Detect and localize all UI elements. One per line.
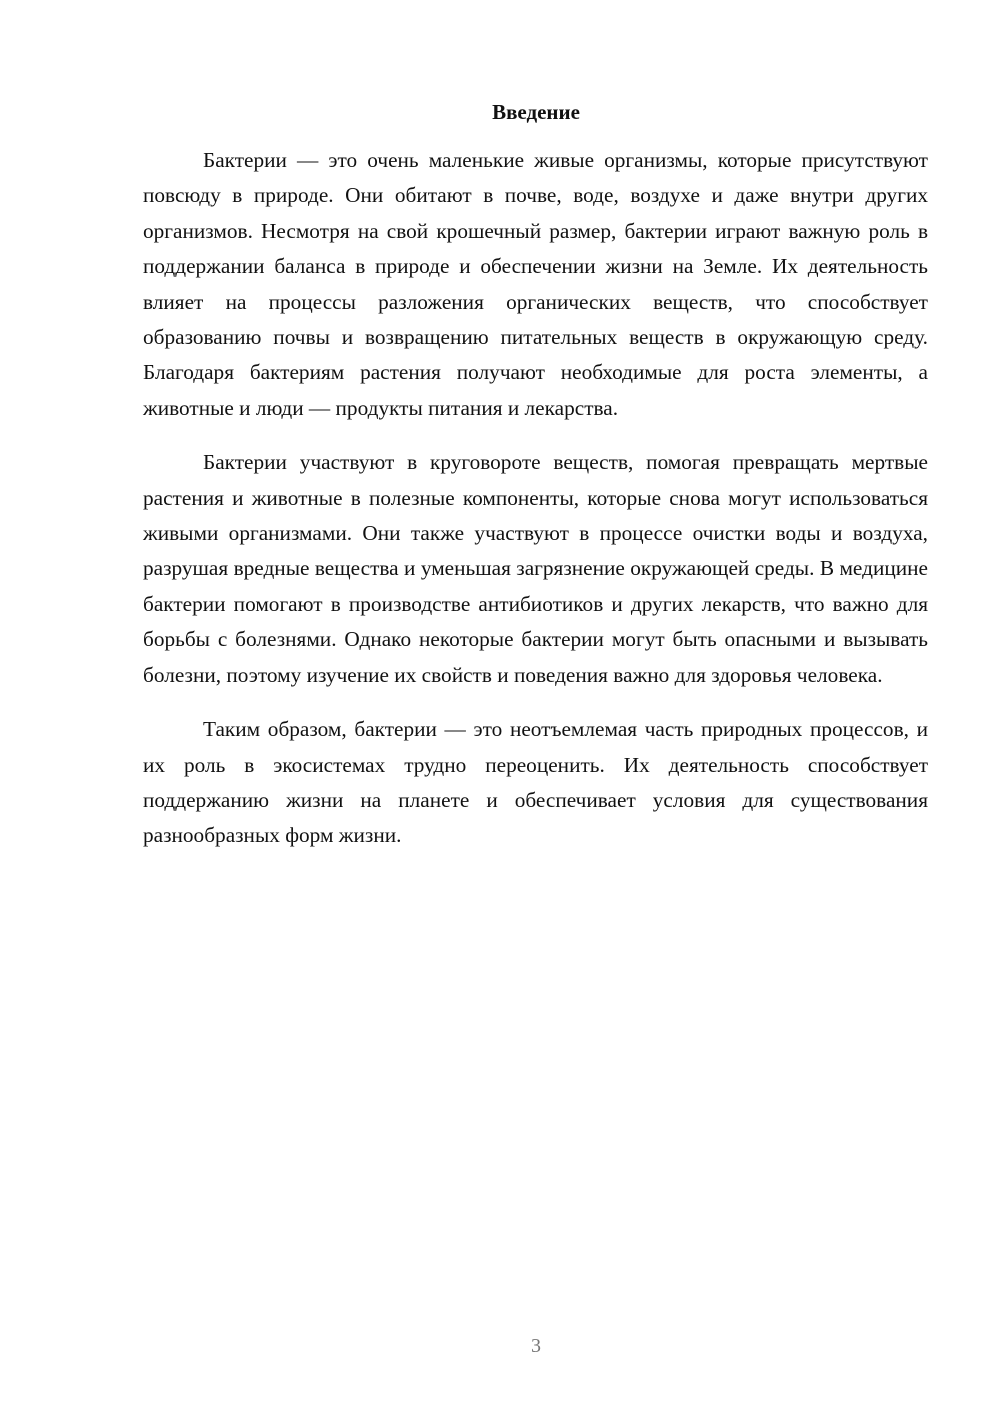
paragraph-1: Бактерии — это очень маленькие живые организмы, которые присутствуют повсюду в природе. Они обитают в почве, воде, воздухе и даже внутри других организмов. Несмотря на свой крошечный размер, бактерии играют важную роль в поддержании баланса в природе и обеспечении жизни на Земле. Их деятельность влияет на процессы разложения органических веществ, что способствует образованию почвы и возвращению питательных веществ в окружающую среду. Благодаря бактериям растения получают необходимые для роста элементы, а животные и люди — продукты питания и лекарства. <box>143 148 928 420</box>
paragraph-3: Таким образом, бактерии — это неотъемлемая часть природных процессов, и их роль в экосистемах трудно переоценить. Их деятельность способствует поддержанию жизни на планете и обеспечивает условия для существования разнообразных форм жизни. <box>143 717 928 848</box>
body-text <box>143 143 928 873</box>
paragraph-2: Бактерии участвуют в круговороте веществ, помогая превращать мертвые растения и животные в полезные компоненты, которые снова могут использоваться живыми организмами. Они также участвуют в процессе очистки воды и воздуха, разрушая вредные вещества и уменьшая загрязнение окружающей среды. В медицине бактерии помогают в производстве антибиотиков и других лекарств, что важно для борьбы с болезнями. Однако некоторые бактерии могут быть опасными и вызывать болезни, поэтому изучение их свойств и поведения важно для здоровья человека. <box>143 450 928 687</box>
section-title: Введение <box>492 100 580 124</box>
page-number: 3 <box>531 1335 541 1357</box>
